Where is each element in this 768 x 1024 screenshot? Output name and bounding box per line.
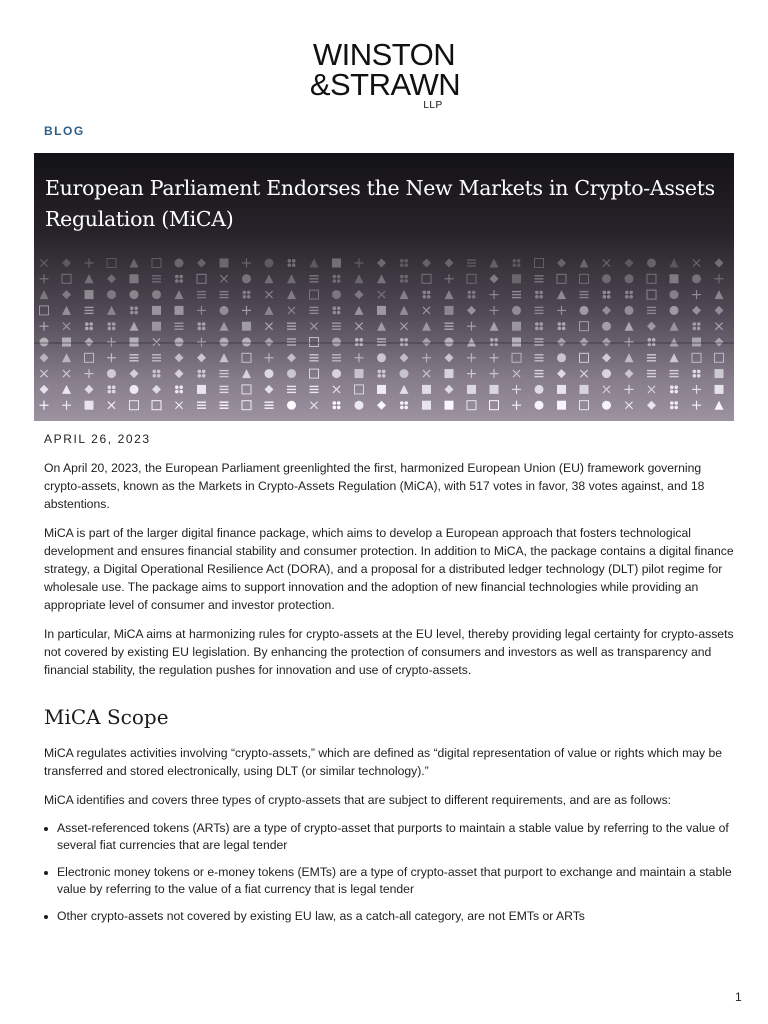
publish-date: APRIL 26, 2023 [44,432,151,446]
category-label[interactable]: BLOG [44,124,85,138]
scope-paragraph: MiCA regulates activities involving “crypto-assets,” which are defined as “digital representation of value or rights which may be transferred and stored electronically, using DLT (or similar technology).” [44,746,723,778]
article-title: European Parliament Endorses the New Markets in Crypto-Assets Regulation (MiCA) [45,176,715,231]
logo-line-1: WINSTON [312,37,456,72]
hero-banner [34,153,734,421]
firm-logo[interactable] [0,37,768,112]
list-item: Other crypto-assets not covered by existing EU law, as a catch-all category, are not EMTs or ARTs [44,908,734,925]
section-heading: MiCA Scope [44,705,169,729]
token-type-list [44,820,734,925]
types-paragraph: MiCA identifies and covers three types of crypto-assets that are subject to different requirements, and are as follows: [44,793,672,807]
logo-line-3: LLP [423,100,443,111]
aims-paragraph: In particular, MiCA aims at harmonizing rules for crypto-assets at the EU level, thereby providing legal certainty for crypto-assets not covered by existing EU legislation. By enhancing the protection of consumers and investors as well as transparency and financial stability, the regulation pushes for innovation and use of crypto-assets. [44,627,734,677]
list-item: Asset-referenced tokens (ARTs) are a type of crypto-asset that purports to maintain a stable value by referring to the value of several fiat currencies that are legal tender [44,820,734,854]
article-body [44,432,734,935]
package-paragraph: MiCA is part of the larger digital finance package, which aims to develop a European approach that fosters technological development and ensures financial stability and consumer protection. In addition to MiCA, the package contains a digital finance strategy, a Digital Operational Resilience Act (DORA), and a proposal for a distributed ledger technology (DLT) pilot regime for wholesale use. The package aims to support innovation and the adoption of new financial technologies while providing an appropriate level of consumer and investor protection. [44,526,734,612]
page-number: 1 [735,990,742,1004]
list-item: Electronic money tokens or e-money tokens (EMTs) are a type of crypto-asset that purport to exchange and maintain a stable value by referring to the value of a fiat currency that is legal tender [44,864,734,898]
logo-line-2: &STRAWN [309,67,461,102]
intro-paragraph: On April 20, 2023, the European Parliament greenlighted the first, harmonized European Union (EU) framework governing crypto-assets, known as the Markets in Crypto-Assets Regulation (MiCA), with 517 votes in favor, 38 votes against, and 18 abstentions. [44,461,705,511]
